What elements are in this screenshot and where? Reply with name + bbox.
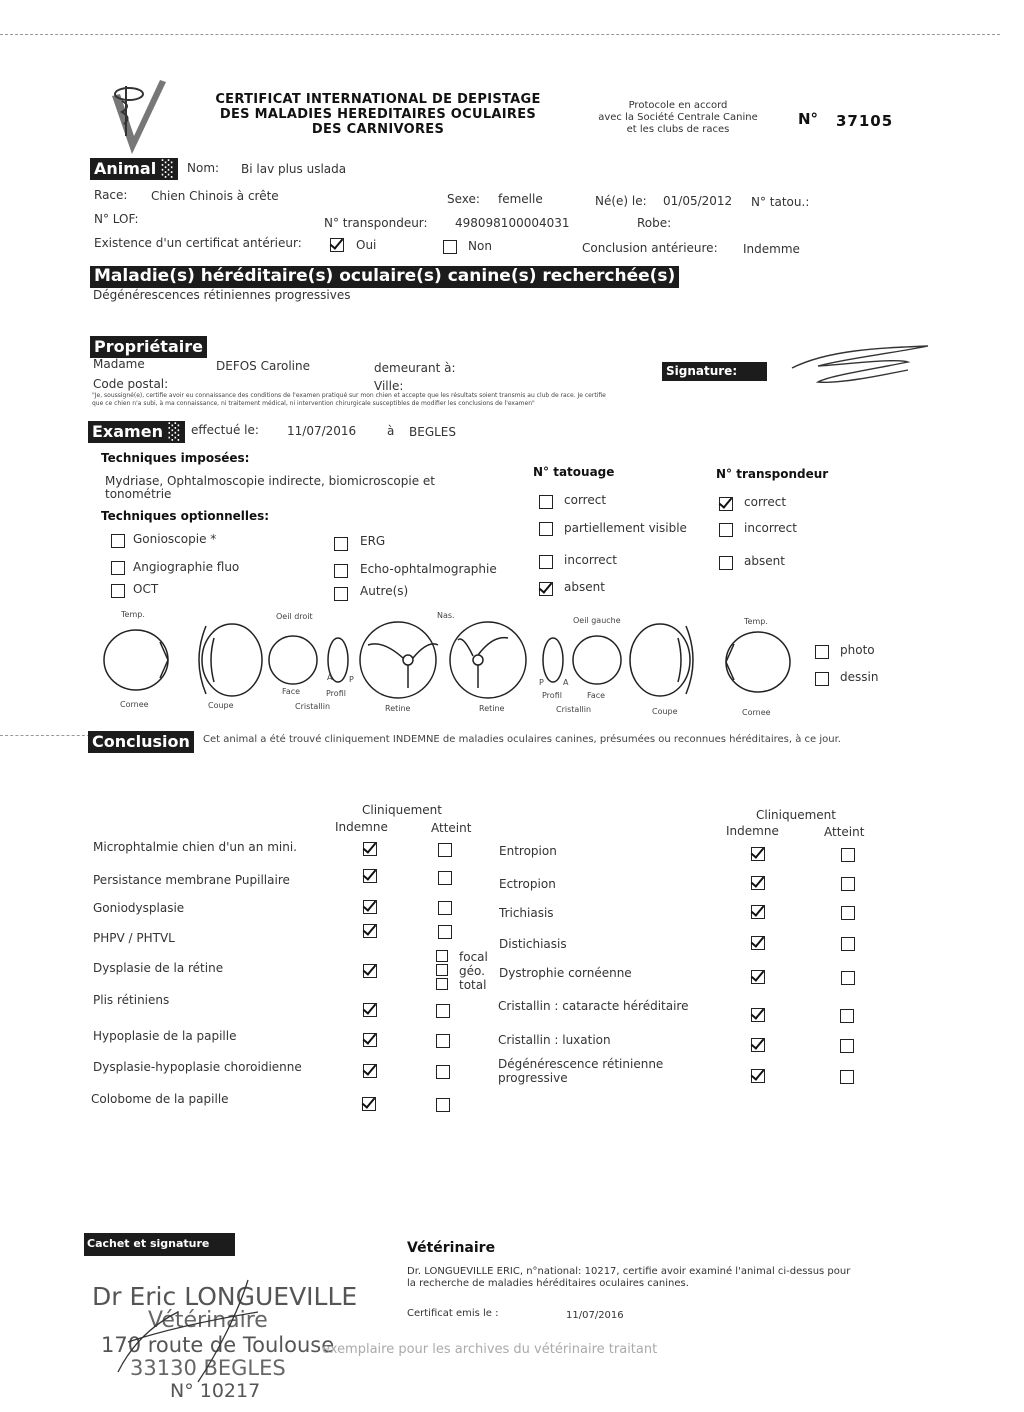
diagram-profil-left: Profil [542,691,562,700]
option-label: Angiographie fluo [133,560,240,574]
conclusion-anterieure-value: Indemme [743,242,800,256]
right-indemne-checkbox[interactable] [751,970,765,984]
tatouage-incorrect-checkbox[interactable] [539,555,553,569]
left-condition-label: Microphtalmie chien d'un an mini. [93,840,297,854]
left-atteint-checkbox[interactable] [438,925,452,939]
left-indemne-checkbox[interactable] [363,964,377,978]
right-atteint-checkbox[interactable] [840,1009,854,1023]
left-atteint-checkbox[interactable] [436,1004,450,1018]
diagram-coupe-right: Coupe [208,701,234,710]
stamp-city: 33130 BEGLES [130,1356,286,1380]
vet-certification: Dr. LONGUEVILLE ERIC, n°national: 10217, certifie avoir examiné l'animal ci-dessus pour la recherche de maladies héréditaires oculaires canines. [407,1266,851,1289]
retine-left-icon [450,622,526,698]
right-atteint-checkbox[interactable] [840,1070,854,1084]
tatouage-option-label: incorrect [564,553,617,567]
focal-checkbox[interactable] [436,950,448,962]
right-condition-label: Distichiasis [499,937,567,951]
left-indemne-checkbox[interactable] [363,869,377,883]
right-atteint-checkbox[interactable] [841,937,855,951]
transpondeur-option-label: incorrect [744,521,797,535]
tatouage-absent-checkbox[interactable] [539,582,553,596]
scan-line [0,34,1000,35]
section-maladies: Maladie(s) héréditaire(s) oculaire(s) canine(s) recherchée(s) [90,266,679,288]
diagram-cornee-right: Cornee [120,700,149,709]
diagram-retine-left: Retine [479,704,505,713]
photo-label: photo [840,643,875,657]
diagram-oeil-droit: Oeil droit [276,612,313,621]
transpondeur-value: 498098100004031 [455,216,570,230]
right-atteint-checkbox[interactable] [841,848,855,862]
conclusion-anterieure-label: Conclusion antérieure: [582,241,718,255]
section-animal: Animal ░ [90,158,178,180]
total-checkbox[interactable] [436,978,448,990]
transpondeur-check-label: N° transpondeur [716,467,829,481]
left-indemne-checkbox[interactable] [363,924,377,938]
tatouage-option-label: partiellement visible [564,521,687,535]
left-indemne-checkbox[interactable] [363,1064,377,1078]
right-indemne-checkbox[interactable] [751,876,765,890]
signature-label: Signature: [662,362,767,381]
nom-value: Bi lav plus uslada [241,162,347,176]
diagram-cornee-left: Cornee [742,708,771,717]
civilite: Madame [93,357,145,371]
diagram-a-left: A [563,678,569,687]
section-examen: Examen ░ [88,421,185,443]
right-condition-label: Entropion [499,844,557,858]
oui-checkbox[interactable] [330,238,344,252]
protocol-note: Protocole en accord avec la Société Centrale Canine et les clubs de races [598,100,758,135]
certificate-number: 37105 [836,112,894,130]
left-condition-label: Hypoplasie de la papille [93,1029,237,1043]
cornea-left-icon [726,632,790,692]
tatouage-correct-checkbox[interactable] [539,495,553,509]
option-angiographie-checkbox[interactable] [111,561,125,575]
left-condition-label: Dysplasie de la rétine [93,961,224,975]
tatou-label: N° tatou.: [751,195,810,209]
tatouage-label: N° tatouage [533,465,615,479]
stamp-number: N° 10217 [170,1380,261,1402]
right-condition-label: Dystrophie cornéenne [499,966,632,980]
left-indemne-checkbox[interactable] [362,1097,376,1111]
diagram-nas: Nas. [437,611,455,620]
left-atteint-checkbox[interactable] [438,871,452,885]
examen-lieu: BEGLES [409,425,456,439]
stamp-name: Dr Eric LONGUEVILLE [92,1282,358,1311]
right-atteint-header: Atteint [824,825,865,839]
right-condition-label: Cristallin : cataracte héréditaire [498,999,689,1013]
left-condition-label: Goniodysplasie [93,901,185,915]
code-postal-label: Code postal: [93,377,169,391]
left-indemne-checkbox[interactable] [363,1033,377,1047]
diagram-cristallin-right: Cristallin [295,702,331,711]
transpondeur-option-label: absent [744,554,785,568]
section-proprietaire: Propriétaire [90,336,207,358]
dessin-checkbox[interactable] [815,672,829,686]
diagram-p-right: P [349,675,354,684]
left-atteint-checkbox[interactable] [436,1065,450,1079]
right-atteint-checkbox[interactable] [841,877,855,891]
profil-left-icon [543,638,563,682]
diagram-face-right: Face [282,687,301,696]
demeurant-label: demeurant à: [374,361,456,375]
left-condition-label: Plis rétiniens [93,993,170,1007]
vet-signature-icon [98,1272,298,1402]
section-conclusion: Conclusion [88,731,194,753]
right-cliniquement-header: Cliniquement [756,808,836,822]
transpondeur-absent-checkbox[interactable] [719,556,733,570]
option-oct-checkbox[interactable] [111,584,125,598]
ne-label: Né(e) le: [595,194,647,208]
techniques-imposees-label: Techniques imposées: [101,451,250,465]
left-indemne-checkbox[interactable] [363,1003,377,1017]
option-echo-checkbox[interactable] [334,564,348,578]
left-indemne-checkbox[interactable] [363,842,377,856]
a-label: à [387,424,395,438]
tatouage-option-label: correct [564,493,607,507]
right-condition-label: Ectropion [499,877,556,891]
left-atteint-checkbox[interactable] [438,843,452,857]
diagram-cristallin-left: Cristallin [556,705,592,714]
total-label: total [459,978,487,992]
right-atteint-checkbox[interactable] [841,971,855,985]
non-label: Non [468,239,492,253]
right-indemne-checkbox[interactable] [751,1069,765,1083]
option-autre-checkbox[interactable] [334,587,348,601]
option-label: Autre(s) [360,584,409,598]
right-condition-label: Trichiasis [499,906,554,920]
ville-label: Ville: [374,379,404,393]
diagram-coupe-left: Coupe [652,707,678,716]
existence-label: Existence d'un certificat antérieur: [94,236,302,250]
exemplaire-note: exemplaire pour les archives du vétérinaire traitant [322,1342,658,1357]
emis-value: 11/07/2016 [566,1310,624,1321]
sexe-value: femelle [498,192,543,206]
geo-checkbox[interactable] [436,964,448,976]
logo-icon [104,76,174,156]
effectue-label: effectué le: [191,423,259,437]
diagram-temp-right: Temp. [121,610,145,619]
diagram-temp-left: Temp. [744,617,768,626]
option-label: Echo-ophtalmographie [360,562,497,576]
right-indemne-checkbox[interactable] [751,905,765,919]
diagram-profil-right: Profil [326,689,346,698]
left-atteint-checkbox[interactable] [436,1034,450,1048]
dessin-label: dessin [840,670,879,684]
option-label: OCT [133,582,159,596]
techniques-imposees-value: Mydriase, Ophtalmoscopie indirecte, biomicroscopie et tonométrie [105,474,435,501]
left-condition-label: Colobome de la papille [91,1092,229,1106]
left-atteint-checkbox[interactable] [436,1098,450,1112]
eye-diagrams [98,620,808,700]
tatouage-partiel-checkbox[interactable] [539,522,553,536]
examen-date: 11/07/2016 [287,424,357,438]
oui-label: Oui [356,238,377,252]
right-indemne-header: Indemne [726,824,779,838]
left-cliniquement-header: Cliniquement [362,803,442,817]
certificate-number-label: N° [798,110,819,128]
lof-label: N° LOF: [94,212,139,226]
sexe-label: Sexe: [447,192,480,206]
option-gonioscopie-checkbox[interactable] [111,534,125,548]
diagram-oeil-gauche: Oeil gauche [573,616,621,625]
photo-checkbox[interactable] [815,645,829,659]
cornea-right-icon [104,630,168,690]
geo-label: géo. [459,964,485,978]
nom-label: Nom: [187,161,220,175]
diagram-p-left: P [539,678,544,687]
transpondeur-correct-checkbox[interactable] [719,497,733,511]
certificate-title: CERTIFICAT INTERNATIONAL DE DEPISTAGE DES MALADIES HEREDITAIRES OCULAIRES DES CARNIVORES [215,92,541,137]
stamp-address: 170 route de Toulouse [101,1333,335,1357]
robe-label: Robe: [637,216,672,230]
left-condition-label: Dysplasie-hypoplasie choroidienne [93,1060,302,1074]
left-condition-label: PHPV / PHTVL [93,931,175,945]
transpondeur-option-label: correct [744,495,787,509]
right-atteint-checkbox[interactable] [840,1039,854,1053]
right-condition-label: Dégénérescence rétinienne progressive [498,1057,664,1085]
techniques-optionnelles-label: Techniques optionnelles: [101,509,270,523]
right-indemne-checkbox[interactable] [751,1038,765,1052]
option-label: Gonioscopie * [133,532,217,546]
maladies-value: Dégénérescences rétiniennes progressives [93,288,351,302]
owner-attestation: "Je, soussigné(e), certifie avoir eu connaissance des conditions de l'examen pratiqué sur mon chien et accepte que les résultats soient transmis au club de race. Je certifie que ce chien n'a subi, à ma connaissance, ni traitement médical, ni intervention chirurgicale susceptibles de modifier les conclusions de l'examen" [92,392,606,407]
face-right-icon [269,636,317,684]
ne-value: 01/05/2012 [663,194,733,208]
right-condition-label: Cristallin : luxation [498,1033,611,1047]
option-erg-checkbox[interactable] [334,537,348,551]
emis-label: Certificat emis le : [407,1308,499,1319]
vet-title: Vétérinaire [407,1240,496,1256]
scan-line [0,735,90,736]
transpondeur-incorrect-checkbox[interactable] [719,523,733,537]
cachet-label: Cachet et signature [84,1233,235,1256]
race-label: Race: [94,188,128,202]
right-indemne-checkbox[interactable] [751,1008,765,1022]
left-condition-label: Persistance membrane Pupillaire [93,873,290,887]
diagram-face-left: Face [587,691,606,700]
right-indemne-checkbox[interactable] [751,847,765,861]
option-label: ERG [360,534,386,548]
face-left-icon [573,636,621,684]
left-atteint-header: Atteint [431,821,472,835]
tatouage-option-label: absent [564,580,605,594]
diagram-a-right: A [327,673,333,682]
left-atteint-checkbox[interactable] [438,901,452,915]
right-indemne-checkbox[interactable] [751,936,765,950]
owner-signature-icon [788,340,938,390]
right-atteint-checkbox[interactable] [841,906,855,920]
retine-right-icon [360,622,436,698]
left-indemne-header: Indemne [335,820,388,834]
stamp-title: Vétérinaire [148,1308,268,1333]
focal-label: focal [459,950,488,964]
left-indemne-checkbox[interactable] [363,900,377,914]
non-checkbox[interactable] [443,240,457,254]
proprietaire-nom: DEFOS Caroline [216,359,311,373]
race-value: Chien Chinois à crête [151,189,279,203]
conclusion-text: Cet animal a été trouvé cliniquement INDEMNE de maladies oculaires canines, présumées ou reconnues héréditaires, à ce jour. [203,734,841,745]
transpondeur-label: N° transpondeur: [324,216,428,230]
diagram-retine-right: Retine [385,704,411,713]
